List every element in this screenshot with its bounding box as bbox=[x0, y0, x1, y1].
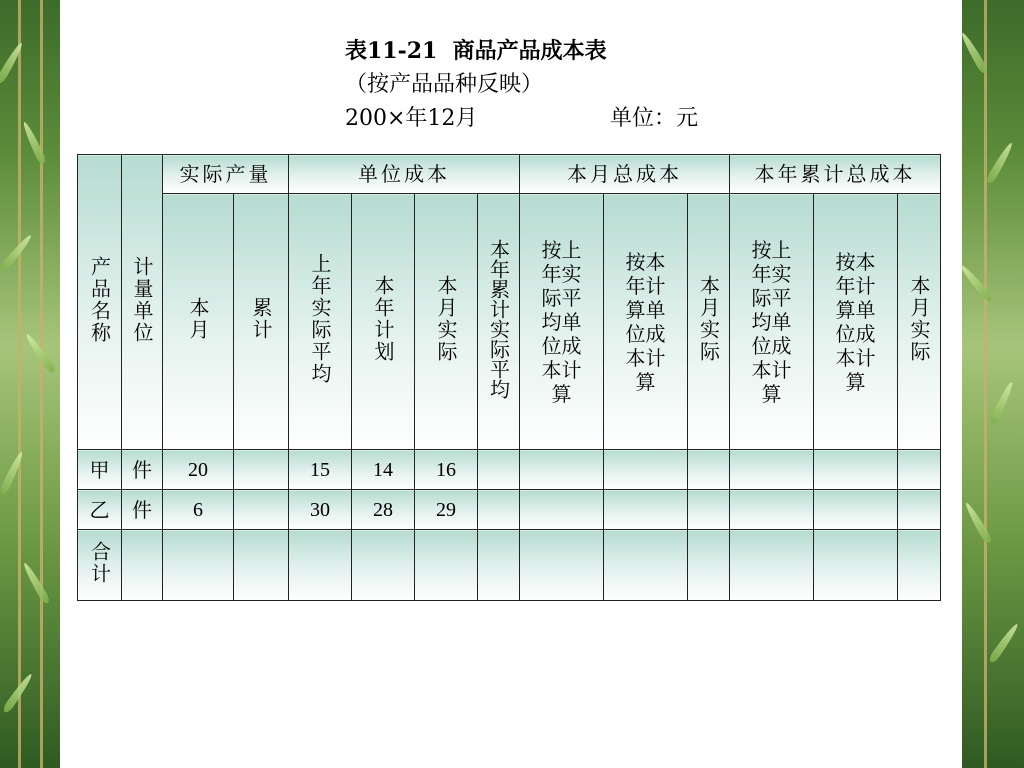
header-uc-month-actual: 本月实际 bbox=[415, 194, 478, 450]
header-uc-plan: 本年计划 bbox=[352, 194, 415, 450]
cell-last-year-avg: 30 bbox=[289, 490, 352, 530]
cell-empty bbox=[289, 530, 352, 601]
cell-product-name: 甲 bbox=[78, 450, 122, 490]
cell-output-cum bbox=[234, 490, 289, 530]
header-year-cum-total-cost: 本年累计总成本 bbox=[730, 155, 941, 194]
cell-empty bbox=[415, 530, 478, 601]
cell-empty bbox=[478, 530, 520, 601]
cell-plan: 14 bbox=[352, 450, 415, 490]
header-unit-cost: 单位成本 bbox=[289, 155, 520, 194]
cell-mtc-1 bbox=[520, 490, 604, 530]
cell-ytc-2 bbox=[814, 490, 898, 530]
leaf-icon bbox=[0, 233, 34, 273]
product-cost-table bbox=[77, 154, 941, 601]
header-uc-last-year-avg: 上年实际平均 bbox=[289, 194, 352, 450]
cell-output-month: 20 bbox=[163, 450, 234, 490]
cell-year-cum-avg bbox=[478, 490, 520, 530]
cell-total-label: 合计 bbox=[78, 530, 122, 601]
cell-empty bbox=[730, 530, 814, 601]
header-output-month: 本月 bbox=[163, 194, 234, 450]
cell-month-actual: 29 bbox=[415, 490, 478, 530]
leaf-icon bbox=[989, 380, 1016, 425]
cell-empty bbox=[604, 530, 688, 601]
bamboo-stem bbox=[18, 0, 21, 768]
cell-ytc-1 bbox=[730, 450, 814, 490]
cell-empty bbox=[122, 530, 163, 601]
cell-last-year-avg: 15 bbox=[289, 450, 352, 490]
cell-ytc-1 bbox=[730, 490, 814, 530]
cell-mtc-3 bbox=[688, 450, 730, 490]
header-unit-measure: 计量单位 bbox=[122, 155, 163, 450]
header-month-total-cost: 本月总成本 bbox=[520, 155, 730, 194]
header-ytc-by-last-year: 按上 年实 际平 均单 位成 本计 算 bbox=[730, 194, 814, 450]
header-mtc-by-last-year: 按上 年实 际平 均单 位成 本计 算 bbox=[520, 194, 604, 450]
cell-unit: 件 bbox=[122, 490, 163, 530]
table-subtitle: （按产品品种反映） bbox=[345, 72, 544, 97]
table-row bbox=[78, 490, 941, 530]
header-output-cum: 累计 bbox=[234, 194, 289, 450]
title-block bbox=[345, 34, 765, 136]
report-date: 200×年12月 bbox=[345, 106, 478, 131]
leaf-icon bbox=[988, 622, 1021, 664]
header-ytc-actual: 本月实际 bbox=[898, 194, 941, 450]
header-uc-year-cum-avg: 本年累计实际平均 bbox=[478, 194, 520, 450]
left-bamboo-decoration bbox=[0, 0, 60, 768]
table-row bbox=[78, 450, 941, 490]
header-product-name: 产品名称 bbox=[78, 155, 122, 450]
header-ytc-by-plan: 按本 年计 算单 位成 本计 算 bbox=[814, 194, 898, 450]
leaf-icon bbox=[21, 120, 48, 165]
header-actual-output: 实际产量 bbox=[163, 155, 289, 194]
cell-year-cum-avg bbox=[478, 450, 520, 490]
cell-ytc-3 bbox=[898, 450, 941, 490]
header-row-2 bbox=[78, 194, 941, 450]
bamboo-stem bbox=[40, 0, 43, 768]
leaf-icon bbox=[985, 141, 1015, 185]
cell-mtc-1 bbox=[520, 450, 604, 490]
leaf-icon bbox=[0, 450, 25, 495]
cell-product-name: 乙 bbox=[78, 490, 122, 530]
cell-mtc-3 bbox=[688, 490, 730, 530]
cell-empty bbox=[234, 530, 289, 601]
header-mtc-actual: 本月实际 bbox=[688, 194, 730, 450]
cell-empty bbox=[688, 530, 730, 601]
currency-unit: 单位：元 bbox=[610, 106, 699, 131]
header-row-1 bbox=[78, 155, 941, 194]
cell-empty bbox=[163, 530, 234, 601]
cell-empty bbox=[814, 530, 898, 601]
total-row bbox=[78, 530, 941, 601]
cell-output-cum bbox=[234, 450, 289, 490]
header-mtc-by-plan: 按本 年计 算单 位成 本计 算 bbox=[604, 194, 688, 450]
cell-ytc-3 bbox=[898, 490, 941, 530]
cell-mtc-2 bbox=[604, 450, 688, 490]
cell-ytc-2 bbox=[814, 450, 898, 490]
table-title: 表11-21 商品产品成本表 bbox=[345, 38, 607, 64]
leaf-icon bbox=[0, 41, 25, 85]
cell-empty bbox=[352, 530, 415, 601]
cell-plan: 28 bbox=[352, 490, 415, 530]
cell-mtc-2 bbox=[604, 490, 688, 530]
cell-output-month: 6 bbox=[163, 490, 234, 530]
leaf-icon bbox=[958, 263, 994, 303]
bamboo-stem bbox=[984, 0, 987, 768]
cell-month-actual: 16 bbox=[415, 450, 478, 490]
date-unit-row bbox=[345, 102, 765, 136]
leaf-icon bbox=[21, 561, 51, 605]
cell-empty bbox=[520, 530, 604, 601]
leaf-icon bbox=[963, 501, 993, 545]
cell-empty bbox=[898, 530, 941, 601]
cell-unit: 件 bbox=[122, 450, 163, 490]
right-bamboo-decoration bbox=[962, 0, 1024, 768]
